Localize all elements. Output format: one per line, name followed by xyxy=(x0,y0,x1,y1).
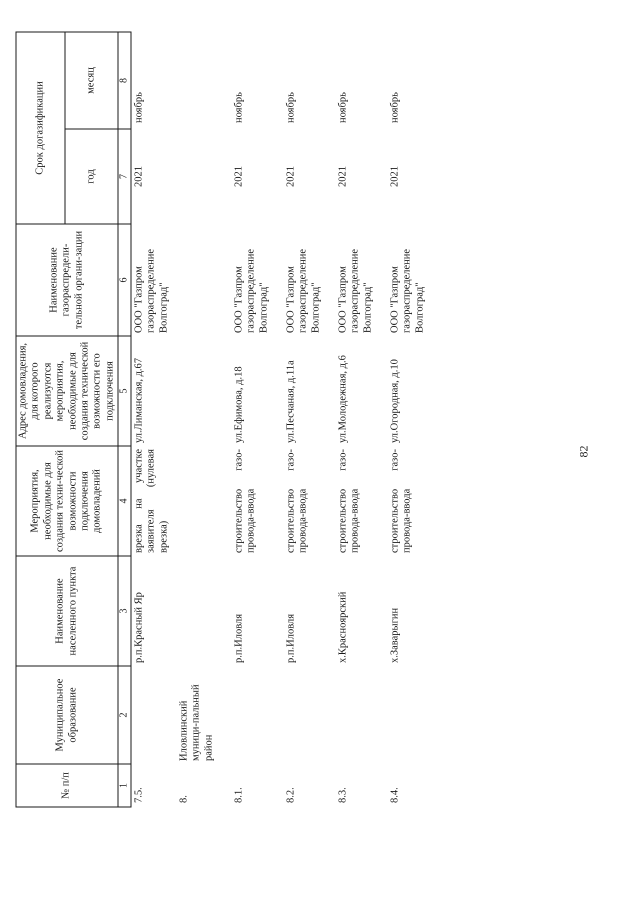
col-number-2: 2 xyxy=(118,666,131,764)
cell-organization: ООО "Газпром газораспределение Волгоград" xyxy=(133,248,169,333)
cell-municipality xyxy=(231,666,283,764)
col-number-1: 1 xyxy=(118,764,131,807)
gasification-table xyxy=(15,31,439,807)
cell-municipality: Иловлинский муници-пальный район xyxy=(178,683,214,761)
col-number-6: 6 xyxy=(118,224,131,336)
col-number-5: 5 xyxy=(118,336,131,446)
cell-year: 2021 xyxy=(337,165,348,187)
cell-month: ноябрь xyxy=(233,91,244,123)
cell-settlement: х.Краснoярский xyxy=(337,591,348,663)
header-municipality: Муниципальное образование xyxy=(16,666,118,764)
cell-organization xyxy=(176,224,231,336)
cell-measure: строительство газо-провода-ввода xyxy=(233,448,257,553)
cell-organization: ООО "Газпром газораспределение Волгоград" xyxy=(285,248,321,333)
cell-month: ноябрь xyxy=(337,91,348,123)
col-number-4: 4 xyxy=(118,446,131,556)
cell-municipality xyxy=(335,666,387,764)
header-number: № п/п xyxy=(16,764,118,807)
col-number-8: 8 xyxy=(118,31,131,128)
header-organization: Наименование газораспредели-тельной органи-зации xyxy=(16,224,118,336)
cell-number: 8.4. xyxy=(389,786,400,803)
header-month: месяц xyxy=(64,31,117,128)
table-row xyxy=(231,31,283,806)
cell-address: ул.Молодежная, д.6 xyxy=(337,354,348,443)
cell-month xyxy=(176,31,231,128)
header-deadline: Срок догазификации xyxy=(16,31,65,223)
header-settlement: Наименование населенного пункта xyxy=(16,556,118,666)
table-row-group xyxy=(176,31,231,806)
cell-measure: строительство газо-провода-ввода xyxy=(337,448,361,553)
page-number: 82 xyxy=(576,445,590,457)
cell-number: 8.3. xyxy=(337,786,348,803)
cell-year: 2021 xyxy=(389,165,400,187)
cell-month: ноябрь xyxy=(285,91,296,123)
cell-month: ноябрь xyxy=(133,91,144,123)
cell-organization: ООО "Газпром газораспределение Волгоград" xyxy=(337,248,373,333)
table-row xyxy=(283,31,335,806)
cell-month: ноябрь xyxy=(389,91,400,123)
cell-municipality xyxy=(387,666,439,764)
cell-number: 8. xyxy=(178,794,189,803)
cell-organization: ООО "Газпром газораспределение Волгоград" xyxy=(389,248,425,333)
cell-year xyxy=(176,129,231,224)
cell-measure: строительство газо-провода-ввода xyxy=(389,448,413,553)
cell-year: 2021 xyxy=(133,165,144,187)
cell-settlement xyxy=(176,556,231,666)
cell-address: ул.Огородная, д.10 xyxy=(389,358,400,443)
header-year: год xyxy=(64,129,117,224)
cell-address xyxy=(176,336,231,446)
cell-number: 7.5. xyxy=(133,786,144,803)
table-row xyxy=(387,31,439,806)
cell-settlement: р.п.Иловля xyxy=(285,613,296,663)
cell-municipality xyxy=(283,666,335,764)
cell-number: 8.1. xyxy=(233,786,244,803)
cell-measure: врезка на участке заявителя (нулевая врезка) xyxy=(133,448,169,553)
cell-number: 8.2. xyxy=(285,786,296,803)
cell-address: ул.Песчаная, д.11а xyxy=(285,359,296,443)
cell-municipality xyxy=(131,666,177,764)
cell-year: 2021 xyxy=(285,165,296,187)
cell-address: ул.Ефимова, д.18 xyxy=(233,365,244,443)
cell-year: 2021 xyxy=(233,165,244,187)
table-row xyxy=(335,31,387,806)
cell-settlement: х.Заварыгин xyxy=(389,607,400,663)
cell-measure xyxy=(176,446,231,556)
cell-measure: строительство газо-провода-ввода xyxy=(285,448,309,553)
table-header xyxy=(16,31,131,806)
header-address: Адрес домовладения, для которого реализуются мероприятия, необходимые для создания технической возможности его подключения xyxy=(16,336,118,446)
cell-settlement: р.п.Красный Яр xyxy=(133,591,144,663)
col-number-3: 3 xyxy=(118,556,131,666)
table-row xyxy=(131,31,177,806)
cell-address: ул.Лиманская, д.67 xyxy=(133,357,144,443)
header-measures: Мероприятия, необходимые для создания техни-ческой возможности подключения домовладений xyxy=(16,446,118,556)
cell-organization: ООО "Газпром газораспределение Волгоград" xyxy=(233,248,269,333)
col-number-7: 7 xyxy=(118,129,131,224)
cell-settlement: р.п.Иловля xyxy=(233,613,244,663)
